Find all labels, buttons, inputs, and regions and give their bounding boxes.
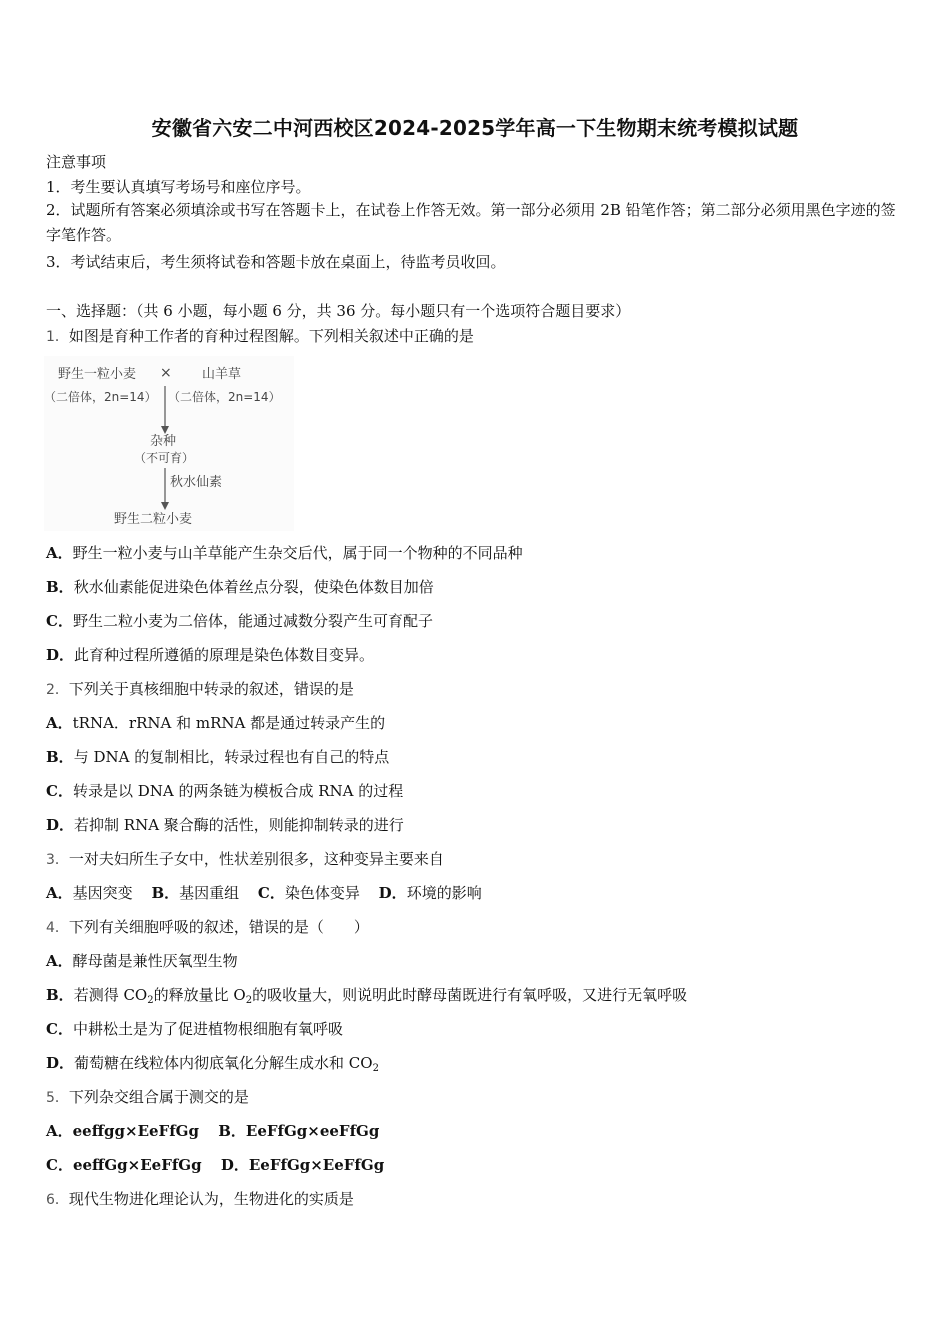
q4-option-c: C．中耕松土是为了促进植物根细胞有氧呼吸 bbox=[46, 1020, 343, 1038]
question-4 bbox=[46, 917, 369, 938]
q1-option-d: D．此育种过程所遵循的原理是染色体数目变异。 bbox=[46, 646, 375, 664]
q2-option-b: B．与 DNA 的复制相比，转录过程也有自己的特点 bbox=[46, 748, 390, 766]
question-1 bbox=[46, 326, 474, 347]
question-stem: 下列杂交组合属于测交的是 bbox=[68, 1088, 249, 1106]
q4-option-d: D．葡萄糖在线粒体内彻底氧化分解生成水和 $CO_2$ bbox=[46, 1054, 379, 1074]
q5-options-cd: C．eeffGg×EeFfGg D．EeFfGg×EeFfGg bbox=[46, 1156, 385, 1174]
question-5 bbox=[46, 1087, 249, 1108]
q2-option-c: C．转录是以 DNA 的两条链为模板合成 RNA 的过程 bbox=[46, 782, 404, 800]
question-stem: 如图是育种工作者的育种过程图解。下列相关叙述中正确的是 bbox=[68, 327, 474, 345]
q5-options-ab: A．eeffgg×EeFfGg B．EeFfGg×eeFfGg bbox=[46, 1122, 380, 1140]
question-number: 5． bbox=[46, 1090, 69, 1106]
notice-3: 3．考试结束后，考生须将试卷和答题卡放在桌面上，待监考员收回。 bbox=[46, 253, 506, 271]
notice-heading: 注意事项 bbox=[46, 153, 107, 171]
diagram-arrowhead-2 bbox=[161, 502, 169, 510]
q1-option-c: C．野生二粒小麦为二倍体，能通过减数分裂产生可育配子 bbox=[46, 612, 433, 630]
q3-options: A．基因突变 B．基因重组 C．染色体变异 D．环境的影响 bbox=[46, 884, 482, 902]
question-stem: 下列关于真核细胞中转录的叙述，错误的是 bbox=[68, 680, 354, 698]
diagram-parent2-note: （二倍体，2n=14） bbox=[168, 390, 281, 404]
question-stem: 现代生物进化理论认为，生物进化的实质是 bbox=[68, 1190, 354, 1208]
diagram-treatment: 秋水仙素 bbox=[170, 475, 223, 490]
diagram-parent1: 野生一粒小麦 bbox=[58, 367, 137, 382]
q2-option-a: A．tRNA．rRNA 和 mRNA 都是通过转录产生的 bbox=[46, 714, 386, 732]
diagram-hybrid-note: （不可育） bbox=[134, 451, 195, 465]
question-number: 4． bbox=[46, 920, 69, 936]
diagram-arrowhead-1 bbox=[161, 426, 169, 434]
diagram-result: 野生二粒小麦 bbox=[114, 512, 193, 527]
question-number: 2． bbox=[46, 682, 69, 698]
exam-title: 安徽省六安二中河西校区2024-2025学年高一下生物期末统考模拟试题 bbox=[151, 116, 799, 140]
notice-1: 1．考生要认真填写考场号和座位序号。 bbox=[46, 178, 311, 196]
diagram-cross-symbol: × bbox=[160, 365, 172, 381]
q2-option-d: D．若抑制 RNA 聚合酶的活性，则能抑制转录的进行 bbox=[46, 816, 404, 834]
notice-2: 2．试题所有答案必须填涂或书写在答题卡上，在试卷上作答无效。第一部分必须用 2B 铅笔作答；第二部分必须用黑色字迹的签字笔作答。 bbox=[46, 201, 896, 244]
question-number: 6． bbox=[46, 1192, 69, 1208]
q1-option-a: A．野生一粒小麦与山羊草能产生杂交后代，属于同一个物种的不同品种 bbox=[46, 544, 523, 562]
section-heading: 一、选择题：（共 6 小题，每小题 6 分，共 36 分。每小题只有一个选项符合题目要求） bbox=[46, 302, 631, 320]
q4-option-b: B．若测得 $CO_2$的释放量比 $O_2$的吸收量大，则说明此时酵母菌既进行有氧呼吸，又进行无氧呼吸 bbox=[46, 986, 688, 1006]
question-6 bbox=[46, 1189, 354, 1210]
breeding-diagram bbox=[44, 356, 294, 531]
diagram-parent1-note: （二倍体，2n=14） bbox=[44, 390, 157, 404]
q4-option-a: A．酵母菌是兼性厌氧型生物 bbox=[46, 952, 238, 970]
q1-option-b: B．秋水仙素能促进染色体着丝点分裂，使染色体数目加倍 bbox=[46, 578, 434, 596]
question-number: 1． bbox=[46, 329, 69, 345]
diagram-hybrid: 杂种 bbox=[150, 434, 177, 449]
diagram-parent2: 山羊草 bbox=[202, 367, 242, 382]
question-number: 3． bbox=[46, 852, 69, 868]
question-3 bbox=[46, 849, 444, 870]
question-stem: 下列有关细胞呼吸的叙述，错误的是（ ） bbox=[68, 918, 369, 936]
question-stem: 一对夫妇所生子女中，性状差别很多，这种变异主要来自 bbox=[68, 850, 444, 868]
question-2 bbox=[46, 679, 354, 700]
